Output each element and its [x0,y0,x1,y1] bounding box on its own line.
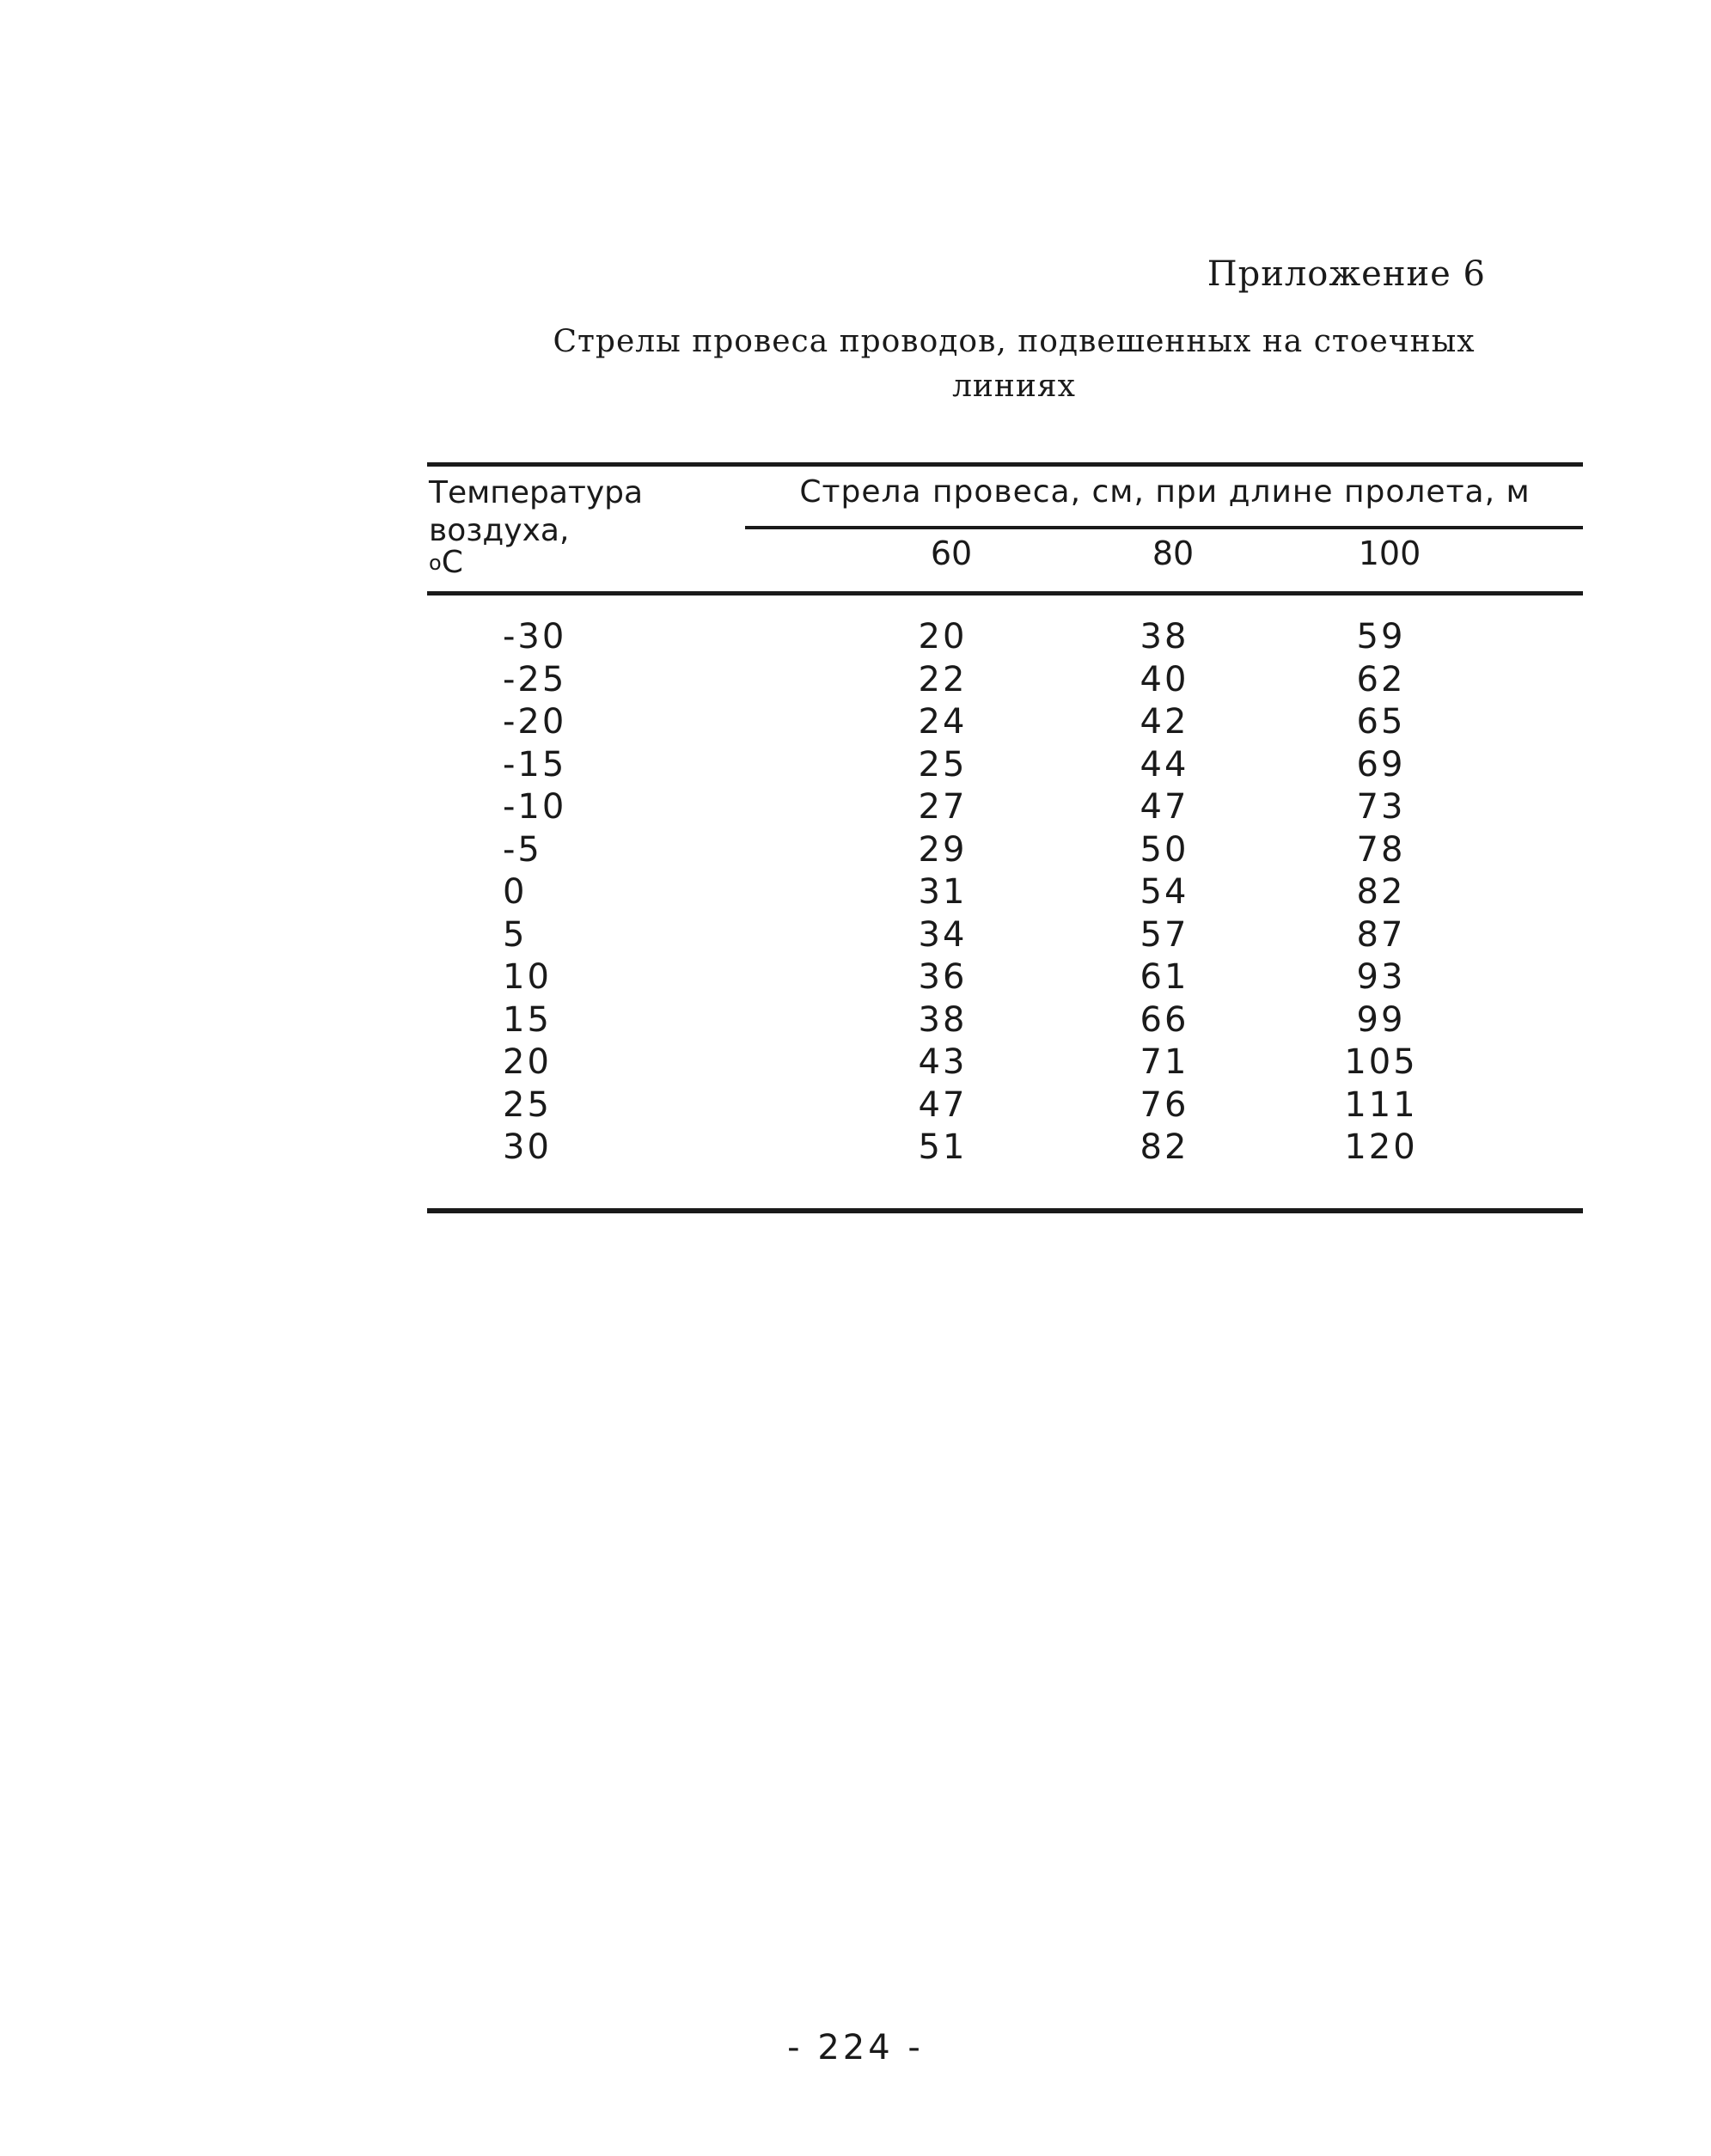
table-row [427,1000,1583,1043]
cell-span-60: 31 [918,872,968,912]
cell-span-60: 20 [918,617,968,657]
cell-span-100: 82 [1356,872,1406,912]
cell-span-100: 65 [1356,702,1406,742]
cell-span-80: 76 [1140,1084,1189,1125]
cell-span-100: 69 [1356,744,1406,785]
cell-span-100: 78 [1356,829,1406,870]
cell-span-80: 47 [1140,787,1189,827]
page-number: - 224 - [787,2028,924,2067]
table-title-line2: линиях [952,369,1076,404]
cell-span-100: 111 [1344,1084,1418,1125]
cell-span-80: 57 [1140,914,1189,955]
cell-span-80: 38 [1140,617,1189,657]
header-temperature-unit [429,545,704,580]
cell-span-80: 66 [1140,999,1189,1040]
cell-span-80: 61 [1140,957,1189,997]
table-row [427,702,1583,745]
cell-span-60: 29 [918,829,968,870]
cell-span-100: 120 [1344,1127,1418,1167]
table-row [427,1042,1583,1085]
cell-temperature: -15 [503,744,567,785]
cell-span-60: 27 [918,787,968,827]
cell-temperature: 30 [503,1127,552,1167]
table-row [427,617,1583,660]
table-row [427,745,1583,788]
cell-span-60: 38 [918,999,968,1040]
cell-span-80: 82 [1140,1127,1189,1167]
table-row [427,872,1583,915]
cell-temperature: -5 [503,829,542,870]
header-degree-sign: о [429,551,442,575]
cell-temperature: 0 [503,872,528,912]
cell-span-100: 99 [1356,999,1406,1040]
table-bottom-rule [427,1208,1583,1213]
table-title-line1: Стрелы провеса проводов, подвешенных на стоечных [553,324,1476,359]
table-row [427,1127,1583,1170]
appendix-label: Приложение 6 [1207,254,1486,294]
table-title [481,320,1547,409]
cell-span-100: 93 [1356,957,1406,997]
table-row [427,830,1583,873]
cell-span-60: 25 [918,744,968,785]
sag-table [427,462,1583,1218]
column-header-80: 80 [1152,534,1195,572]
header-mid-rule [745,526,1583,529]
header-bottom-rule [427,591,1583,595]
cell-span-100: 73 [1356,787,1406,827]
cell-span-80: 50 [1140,829,1189,870]
table-row [427,787,1583,830]
cell-span-80: 40 [1140,659,1189,699]
cell-span-80: 54 [1140,872,1189,912]
cell-span-60: 51 [918,1127,968,1167]
cell-temperature: 5 [503,914,528,955]
header-span: Стрела провеса, см, при длине пролета, м [799,474,1531,510]
cell-temperature: -25 [503,659,567,699]
cell-span-60: 22 [918,659,968,699]
cell-span-80: 71 [1140,1042,1189,1082]
header-celsius: С [441,545,463,580]
cell-span-60: 36 [918,957,968,997]
cell-span-100: 105 [1344,1042,1418,1082]
cell-temperature: -20 [503,702,567,742]
table-body [427,617,1583,1170]
cell-temperature: -30 [503,617,567,657]
cell-temperature: 15 [503,999,552,1040]
table-row [427,660,1583,703]
header-temperature [429,474,704,580]
cell-span-100: 87 [1356,914,1406,955]
cell-span-60: 43 [918,1042,968,1082]
header-temperature-line2: воздуха, [429,513,570,548]
cell-temperature: 20 [503,1042,552,1082]
column-header-100: 100 [1358,534,1421,572]
cell-span-100: 59 [1356,617,1406,657]
table-row [427,1085,1583,1128]
cell-span-60: 34 [918,914,968,955]
cell-temperature: -10 [503,787,567,827]
cell-span-100: 62 [1356,659,1406,699]
cell-span-80: 42 [1140,702,1189,742]
cell-span-80: 44 [1140,744,1189,785]
cell-span-60: 47 [918,1084,968,1125]
table-row [427,957,1583,1000]
cell-temperature: 10 [503,957,552,997]
column-header-60: 60 [930,534,973,572]
table-top-rule [427,462,1583,467]
table-row [427,915,1583,958]
header-temperature-line1: Температура [429,475,644,510]
cell-span-60: 24 [918,702,968,742]
cell-temperature: 25 [503,1084,552,1125]
